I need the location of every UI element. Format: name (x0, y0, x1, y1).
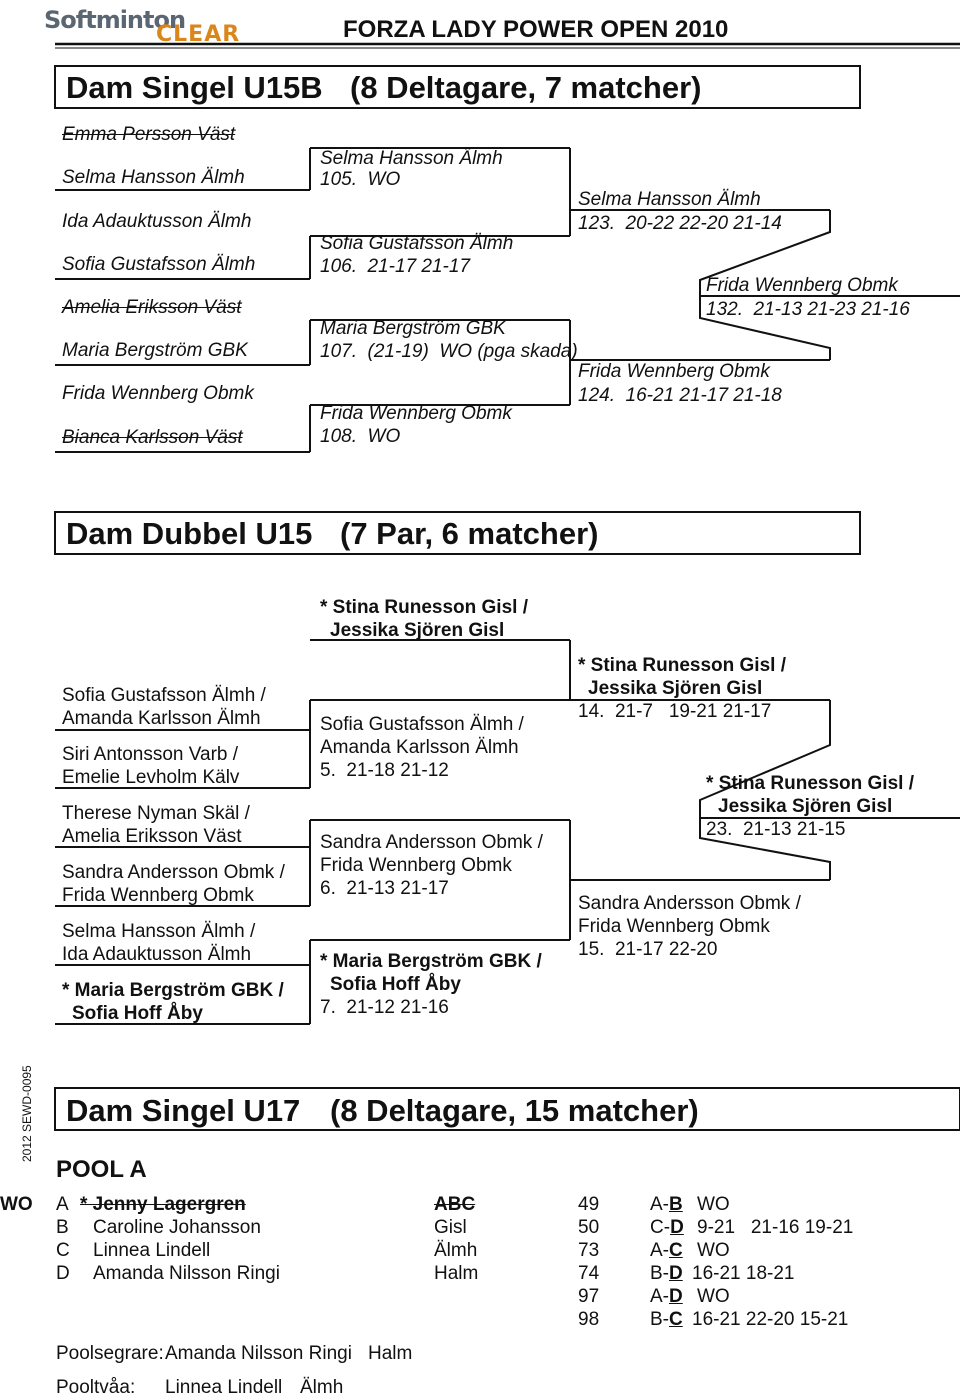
pair-line2: Amanda Karlsson Älmh (62, 708, 261, 729)
match-result: 105. WO (320, 169, 401, 190)
match-number: 50 (578, 1217, 600, 1238)
match-pairing (650, 1217, 684, 1239)
pool-player-name: Linnea Lindell (93, 1240, 211, 1261)
player-name: Maria Bergström GBK (62, 340, 248, 361)
pool-player-name: Caroline Johansson (93, 1217, 261, 1238)
match-result: 107. (21-19) WO (pga skada) (320, 341, 578, 362)
match-result: 106. 21-17 21-17 (320, 256, 471, 277)
pool-player-letter: B (56, 1217, 69, 1238)
pool-player-name: * Jenny Lagergren (80, 1194, 246, 1215)
pool-player-club: ABC (434, 1194, 476, 1215)
semifinal-winner-line2: Jessika Sjören Gisl (588, 678, 763, 699)
pool-winner-name: Amanda Nilsson Ringi (165, 1343, 352, 1364)
match-number: 98 (578, 1309, 600, 1330)
pool-player-letter: A (56, 1194, 69, 1215)
match-winner: D (669, 1263, 683, 1284)
section-subtitle-singel-u15b: (8 Deltagare, 7 matcher) (350, 70, 702, 105)
pool-runnerup-club: Älmh (300, 1377, 344, 1398)
section-title-dubbel-u15: Dam Dubbel U15 (66, 516, 313, 551)
match-player1: C- (650, 1217, 671, 1238)
match-winner: D (669, 1286, 683, 1307)
match-score: 16-21 22-20 15-21 (692, 1309, 849, 1330)
match-number: 49 (578, 1194, 600, 1215)
semifinal-winner-line1: * Stina Runesson Gisl / (578, 655, 786, 676)
round1-winner-line1: Sofia Gustafsson Älmh / (320, 714, 524, 735)
match-number: 97 (578, 1286, 600, 1307)
match-result: 6. 21-13 21-17 (320, 878, 449, 899)
match-player1: A- (650, 1240, 669, 1261)
match-winner: D (670, 1217, 684, 1238)
semifinal-winner: Frida Wennberg Obmk (578, 361, 770, 382)
pool-winner-club: Halm (368, 1343, 413, 1364)
match-number: 74 (578, 1263, 600, 1284)
round2-winner: Sofia Gustafsson Älmh (320, 233, 514, 254)
logo-clear-text: CLEAR (156, 22, 241, 47)
round1-winner-line1: Sandra Andersson Obmk / (320, 832, 543, 853)
match-score: WO (697, 1194, 730, 1215)
pool-winner-label: Poolsegrare: (56, 1343, 164, 1364)
round2-winner: Frida Wennberg Obmk (320, 403, 512, 424)
pool-player-name: Amanda Nilsson Ringi (93, 1263, 280, 1284)
match-score: 16-21 18-21 (692, 1263, 795, 1284)
round1-winner-line2: Amanda Karlsson Älmh (320, 737, 519, 758)
pair-line2: Sofia Hoff Åby (72, 1003, 203, 1024)
round1-winner-line2: Sofia Hoff Åby (330, 974, 461, 995)
match-number: 73 (578, 1240, 600, 1261)
match-pairing (650, 1309, 683, 1331)
pool-player-letter: D (56, 1263, 70, 1284)
final-winner: Frida Wennberg Obmk (706, 275, 898, 296)
round1-winner-line1: * Maria Bergström GBK / (320, 951, 542, 972)
match-player1: B- (650, 1263, 669, 1284)
pair-line1: * Maria Bergström GBK / (62, 980, 284, 1001)
player-name: Sofia Gustafsson Älmh (62, 254, 256, 275)
player-name: Ida Adauktusson Älmh (62, 211, 252, 232)
final-winner-line1: * Stina Runesson Gisl / (706, 773, 914, 794)
match-winner: C (669, 1309, 683, 1330)
match-player1: A- (650, 1194, 669, 1215)
pair-line1: Selma Hansson Älmh / (62, 921, 256, 942)
match-result: 23. 21-13 21-15 (706, 819, 846, 840)
player-name: Selma Hansson Älmh (62, 167, 245, 188)
event-title: FORZA LADY POWER OPEN 2010 (343, 16, 729, 43)
match-pairing (650, 1240, 683, 1262)
match-result: 7. 21-12 21-16 (320, 997, 449, 1018)
match-player1: B- (650, 1309, 669, 1330)
pair-line1: Therese Nyman Skäl / (62, 803, 250, 824)
match-result: 5. 21-18 21-12 (320, 760, 449, 781)
pool-runnerup-label: Pooltvåa: (56, 1377, 136, 1398)
pool-runnerup-name: Linnea Lindell (165, 1377, 283, 1398)
logo-softminton-text: Softminton (44, 6, 186, 34)
walkover-label: WO (0, 1194, 33, 1215)
match-winner: C (669, 1240, 683, 1261)
round2-winner: Selma Hansson Älmh (320, 148, 503, 169)
section-title-singel-u17: Dam Singel U17 (66, 1093, 301, 1128)
match-pairing (650, 1263, 683, 1285)
final-winner-line2: Jessika Sjören Gisl (718, 796, 893, 817)
pool-player-club: Halm (434, 1263, 479, 1284)
pair-line2: Amelia Eriksson Väst (62, 826, 242, 847)
seeded-pair-line1: * Stina Runesson Gisl / (320, 597, 528, 618)
match-result: 15. 21-17 22-20 (578, 939, 718, 960)
player-name: Amelia Eriksson Väst (62, 297, 242, 318)
match-result: 132. 21-13 21-23 21-16 (706, 299, 910, 320)
pool-player-club: Älmh (434, 1240, 478, 1261)
match-result: 123. 20-22 22-20 21-14 (578, 213, 782, 234)
pair-line2: Emelie Levholm Kälv (62, 767, 240, 788)
semifinal-winner: Selma Hansson Älmh (578, 189, 761, 210)
match-score: WO (697, 1286, 730, 1307)
section-subtitle-dubbel-u15: (7 Par, 6 matcher) (340, 516, 599, 551)
match-pairing (650, 1194, 683, 1216)
semifinal-winner-line2: Frida Wennberg Obmk (578, 916, 770, 937)
round2-winner: Maria Bergström GBK (320, 318, 506, 339)
pair-line1: Sofia Gustafsson Älmh / (62, 685, 266, 706)
seeded-pair-line2: Jessika Sjören Gisl (330, 620, 505, 641)
match-result: 124. 16-21 21-17 21-18 (578, 385, 782, 406)
pool-player-club: Gisl (434, 1217, 467, 1238)
pool-title: POOL A (56, 1156, 147, 1183)
match-winner: B (669, 1194, 683, 1215)
section-title-singel-u15b: Dam Singel U15B (66, 70, 323, 105)
document-code: 2012 SEWD-0095 (20, 1065, 34, 1162)
match-score: WO (697, 1240, 730, 1261)
match-result: 108. WO (320, 426, 401, 447)
semifinal-winner-line1: Sandra Andersson Obmk / (578, 893, 801, 914)
player-name: Bianca Karlsson Väst (62, 427, 243, 448)
pair-line1: Sandra Andersson Obmk / (62, 862, 285, 883)
pair-line1: Siri Antonsson Varb / (62, 744, 239, 765)
player-name: Frida Wennberg Obmk (62, 383, 254, 404)
pool-player-letter: C (56, 1240, 70, 1261)
match-pairing (650, 1286, 683, 1308)
match-result: 14. 21-7 19-21 21-17 (578, 701, 772, 722)
match-player1: A- (650, 1286, 669, 1307)
section-subtitle-singel-u17: (8 Deltagare, 15 matcher) (330, 1093, 699, 1128)
pair-line2: Ida Adauktusson Älmh (62, 944, 252, 965)
player-name: Emma Persson Väst (62, 124, 236, 145)
round1-winner-line2: Frida Wennberg Obmk (320, 855, 512, 876)
match-score: 9-21 21-16 19-21 (697, 1217, 854, 1238)
pair-line2: Frida Wennberg Obmk (62, 885, 254, 906)
